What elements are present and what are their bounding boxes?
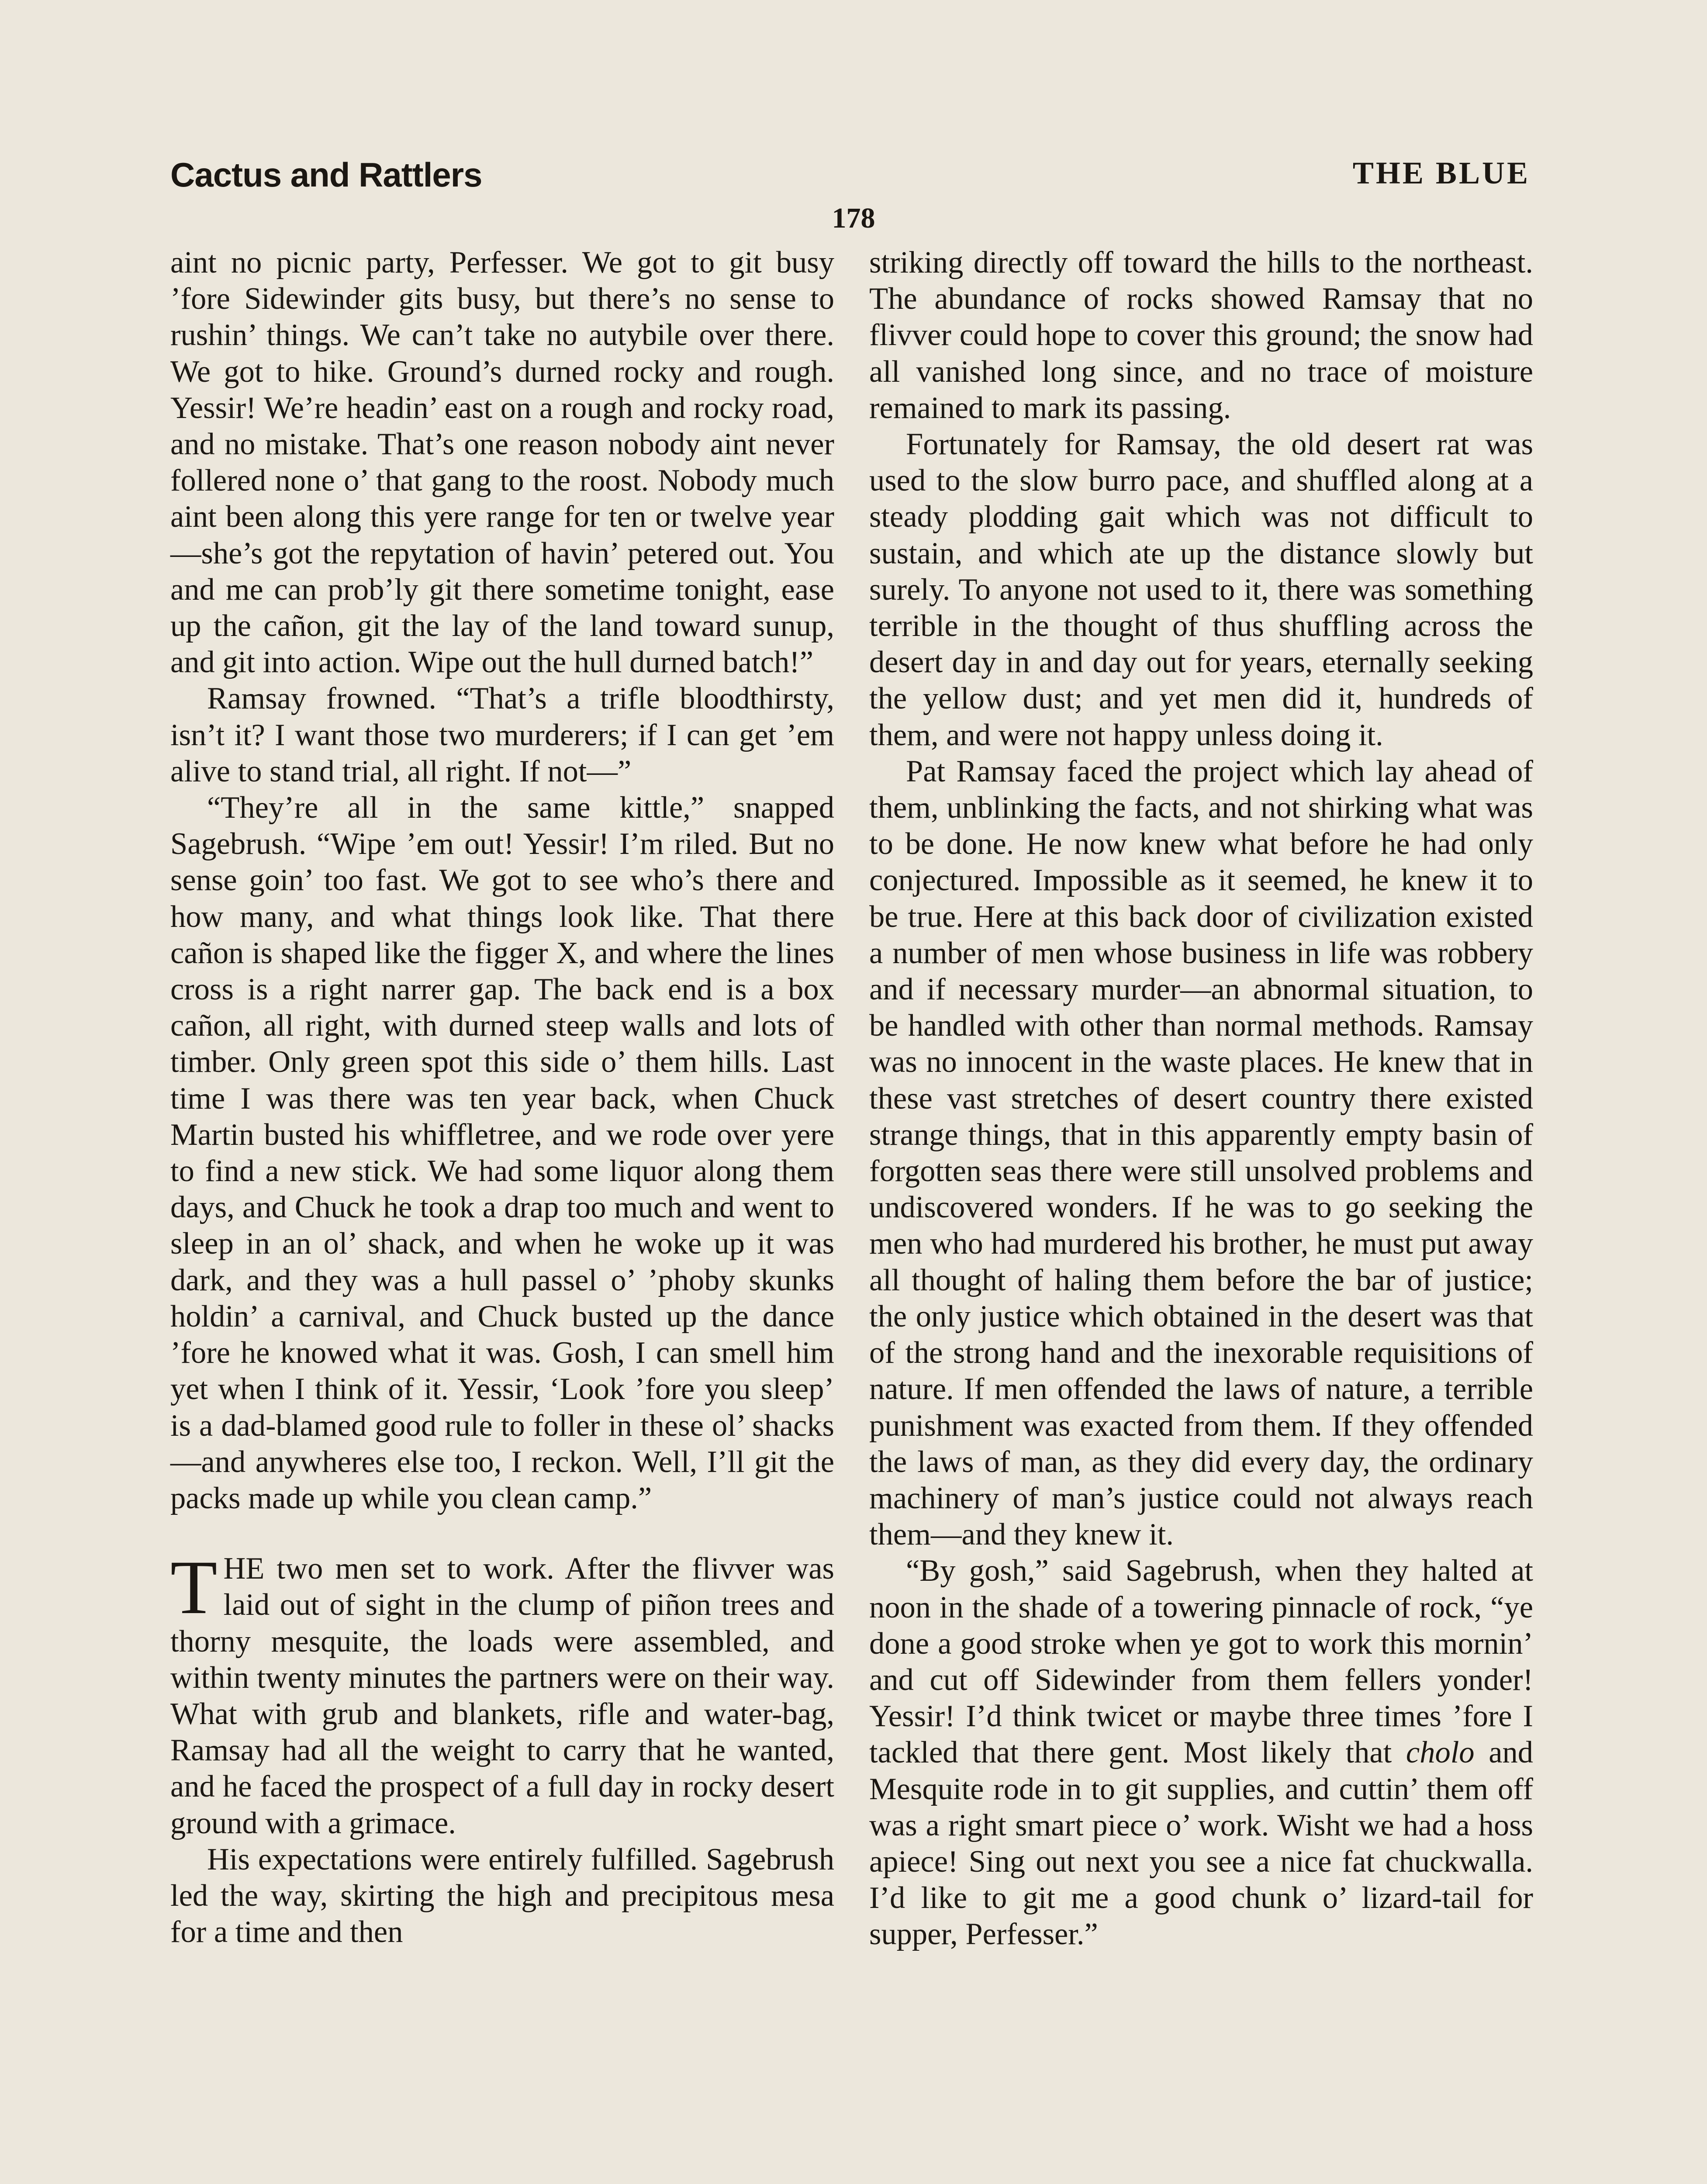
italic-word: cholo [1406, 1735, 1475, 1770]
paragraph: Fortunately for Ramsay, the old desert rat was used to the slow burro pace, and shuffled along at a steady plodding gait which was not difficult to sustain, and which ate up the distance slowly but surely. To anyone not used to it, there was something terrible in the thought of thus shuffling across the desert day in and day out for years, eternally seeking the yellow dust; and yet men did it, hundreds of them, and were not happy unless doing it. [869, 427, 1533, 752]
paragraph: Pat Ramsay faced the project which lay ahead of them, unblinking the facts, and not shirking what was to be done. He now knew what before he had only conjectured. Impossible as it seemed, he knew it to be true. Here at this back door of civilization existed a number of men whose business in life was robbery and if necessary murder—an abnormal situation, to be handled with other than normal methods. Ramsay was no innocent in the waste places. He knew that in these vast stretches of desert country there existed strange things, that in this apparently empty basin of forgotten seas there were still unsolved problems and undiscovered wonders. If he was to go seeking the men who had murdered his brother, he must put away all thought of haling them before the bar of justice; the only justice which obtained in the desert was that of the strong hand and the inexorable requisitions of nature. If men offended the laws of nature, a terrible punishment was exacted from them. If they offended the laws of man, as they did every day, the ordinary machinery of man’s justice could not always reach them—and they knew it. [869, 754, 1533, 1552]
paragraph: His expectations were entirely fulfilled. Sagebrush led the way, skirting the high and precipitous mesa for a time and then [170, 1842, 834, 1949]
paragraph: striking directly off toward the hills to the northeast. The abundance of rocks showed Ramsay that no flivver could hope to cover this ground; the snow had all vanished long since, and no trace of moisture remained to mark its passing. [869, 245, 1533, 425]
paragraph-text: two men set to work. After the flivver was laid out of sight in the clump of piñon trees and thorny mesquite, the loads were assembled, and within twenty minutes the partners were on their way. What with grub and blankets, rifle and water-bag, Ramsay had all the weight to carry that he wanted, and he faced the prospect of a full day in rocky desert ground with a grimace. [170, 1552, 834, 1840]
paragraph: aint no picnic party, Perfesser. We got to git busy ’fore Sidewinder gits busy, but there’s no sense to rushin’ things. We can’t take no autybile over there. We got to hike. Ground’s durned rocky and rough. Yessir! We’re headin’ east on a rough and rocky road, and no mistake. That’s one reason nobody aint never follered none o’ that gang to the roost. Nobody much aint been along this yere range for ten or twelve year—she’s got the repytation of havin’ petered out. You and me can prob’ly git there sometime tonight, ease up the cañon, git the lay of the land toward sunup, and git into action. Wipe out the hull durned batch!” [170, 245, 834, 680]
story-title: Cactus and Rattlers [170, 156, 482, 194]
paragraph: Ramsay frowned. “That’s a trifle bloodthirsty, isn’t it? I want those two murderers; if I can get ’em alive to stand trial, all right. If not—” [170, 681, 834, 788]
left-column [170, 245, 834, 1950]
paragraph-text: “By gosh,” said Sagebrush, when they halted at noon in the shade of a towering pinnacle of rock, “ye done a good stroke when ye got to work this mornin’ and cut off Sidewinder from them fellers yonder! Yessir! I’d think twicet or maybe three times ’fore I tackled that there gent. Most likely that [869, 1554, 1533, 1770]
drop-cap: T [170, 1545, 218, 1631]
section-paragraph [170, 1545, 834, 1842]
paragraph: “They’re all in the same kittle,” snapped Sagebrush. “Wipe ’em out! Yessir! I’m riled. But no sense goin’ too fast. We got to see who’s there and how many, and what things look like. That there cañon is shaped like the figger X, and where the lines cross is a right narrer gap. The back end is a box cañon, all right, with durned steep walls and lots of timber. Only green spot this side o’ them hills. Last time I was there was ten year back, when Chuck Martin busted his whiffletree, and we rode over yere to find a new stick. We had some liquor along them days, and Chuck he took a drap too much and went to sleep in an ol’ shack, and when he woke up it was dark, and they was a hull passel o’ ’phoby skunks holdin’ a carnival, and Chuck busted up the dance ’fore he knowed what it was. Gosh, I can smell him yet when I think of it. Yessir, ‘Look ’fore you sleep’ is a dad-blamed good rule to foller in these ol’ shacks—and anywheres else too, I reckon. Well, I’ll git the packs made up while you clean camp.” [170, 791, 834, 1515]
right-column [869, 245, 1533, 1953]
paragraph [869, 1553, 1533, 1952]
page-number: 178 [832, 202, 875, 234]
section-lead-word: HE [223, 1552, 265, 1586]
paragraph-text: and Mesquite rode in to git supplies, and cuttin’ them off was a right smart piece o’ work. Wisht we had a hoss apiece! Sing out next you see a nice fat chuckwalla. I’d like to git me a good chunk o’ lizard-tail for supper, Perfesser.” [869, 1735, 1533, 1952]
magazine-title: THE BLUE [1352, 156, 1530, 190]
running-head [170, 155, 1530, 203]
